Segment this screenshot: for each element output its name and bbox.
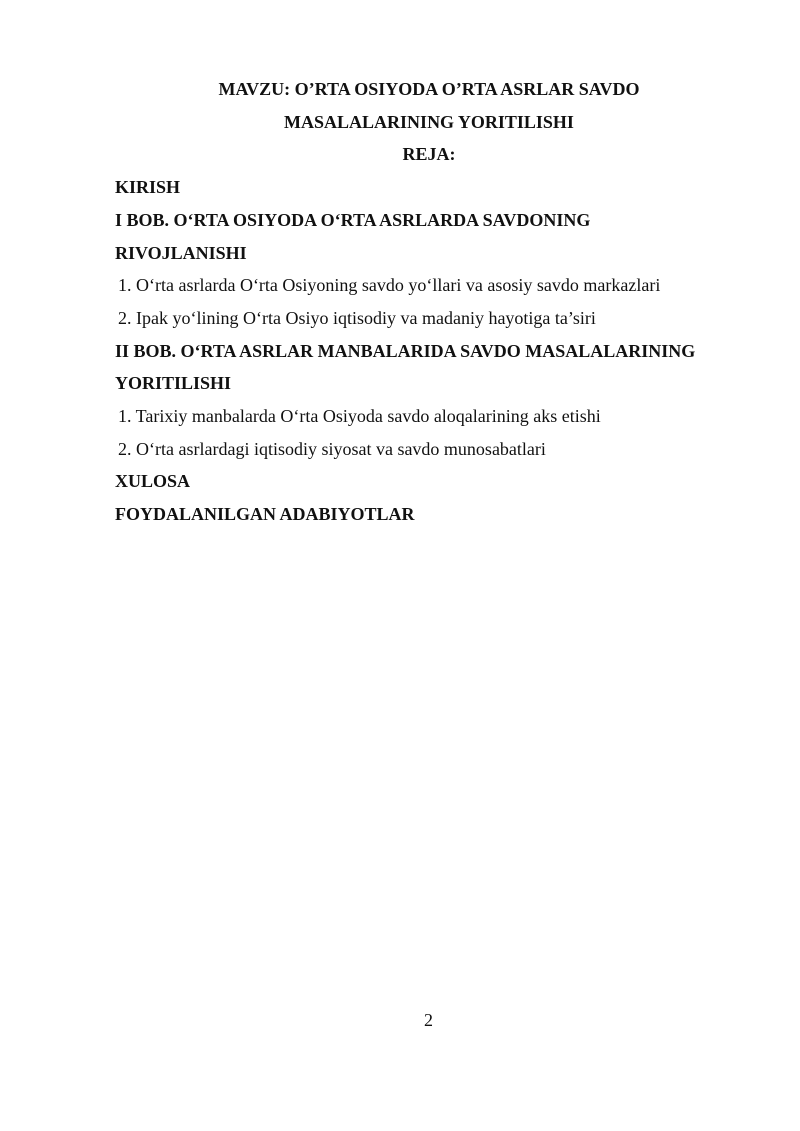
toc-introduction: KIRISH xyxy=(115,177,181,198)
toc-chapter-1-item-2: 2. Ipak yo‘lining O‘rta Osiyo iqtisodiy va madaniy hayotiga ta’siri xyxy=(118,307,596,328)
toc-conclusion: XULOSA xyxy=(115,471,191,492)
toc-chapter-1-item-1: 1. O‘rta asrlarda O‘rta Osiyoning savdo yo‘llari va asosiy savdo markazlari xyxy=(118,275,661,296)
toc-chapter-2-item-1: 1. Tarixiy manbalarda O‘rta Osiyoda savdo aloqalarining aks etishi xyxy=(118,406,601,427)
toc-chapter-1-title-line-1: I BOB. O‘RTA OSIYODA O‘RTA ASRLARDA SAVDONING xyxy=(115,209,591,230)
document-title-line-1: MAVZU: O’RTA OSIYODA O’RTA ASRLAR SAVDO xyxy=(218,79,640,99)
toc-chapter-2-title-line-2: YORITILISHI xyxy=(115,373,232,394)
toc-chapter-2-title-line-1: II BOB. O‘RTA ASRLAR MANBALARIDA SAVDO MASALALARINING xyxy=(115,340,696,361)
plan-heading: REJA: xyxy=(402,144,456,165)
page-number: 2 xyxy=(424,1010,433,1030)
document-title-line-2: MASALALARINING YORITILISHI xyxy=(284,111,574,132)
toc-references: FOYDALANILGAN ADABIYOTLAR xyxy=(115,504,415,525)
toc-chapter-2-item-2: 2. O‘rta asrlardagi iqtisodiy siyosat va savdo munosabatlari xyxy=(118,438,546,459)
toc-chapter-1-title-line-2: RIVOJLANISHI xyxy=(115,242,247,263)
page-content xyxy=(115,73,735,531)
